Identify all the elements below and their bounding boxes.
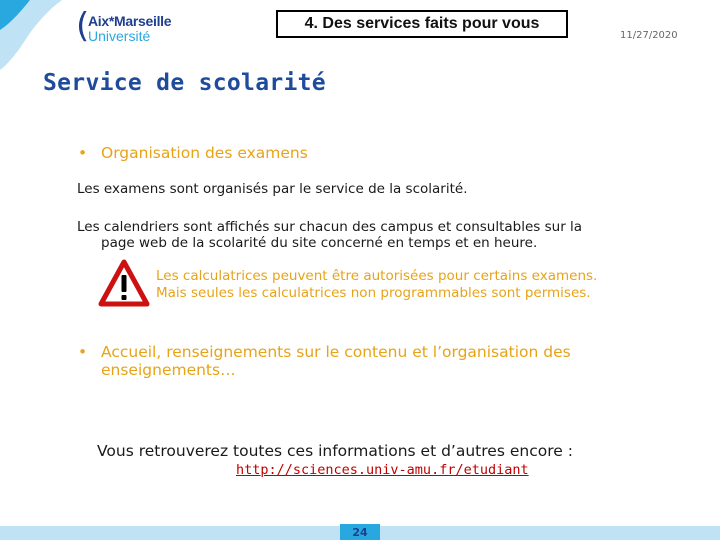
section-title: 4. Des services faits pour vous [276, 10, 568, 38]
warning-sign-icon [98, 259, 150, 307]
bullet-accueil-line2: enseignements… [101, 361, 236, 379]
calendar-paragraph-line1: Les calendriers sont affichés sur chacun des campus et consultables sur la [77, 219, 583, 235]
logo-line2: Université [88, 28, 151, 44]
university-logo [76, 6, 176, 46]
warning-text-line2: Mais seules les calculatrices non programmables sont permises. [156, 285, 591, 301]
slide-title: Service de scolarité [43, 70, 326, 96]
bullet-accueil-line1: Accueil, renseignements sur le contenu et l’organisation des [101, 343, 571, 361]
logo-line1: Aix*Marseille [88, 13, 172, 29]
warning-text-line1: Les calculatrices peuvent être autorisées pour certains examens. [156, 268, 598, 284]
slide-date: 11/27/2020 [620, 30, 678, 41]
bullet-exams: Organisation des examens [101, 144, 308, 162]
logo-bracket-icon: ( [76, 6, 90, 46]
exams-paragraph: Les examens sont organisés par le service de la scolarité. [77, 181, 468, 197]
student-site-link[interactable]: http://sciences.univ-amu.fr/etudiant [236, 462, 529, 478]
bullet-marker: • [78, 144, 88, 162]
calendar-paragraph-line2: page web de la scolarité du site concerné en temps et en heure. [101, 235, 538, 251]
page-number: 24 [352, 526, 368, 539]
closing-text: Vous retrouverez toutes ces informations et d’autres encore : [97, 442, 573, 460]
bullet-marker: • [78, 343, 88, 361]
